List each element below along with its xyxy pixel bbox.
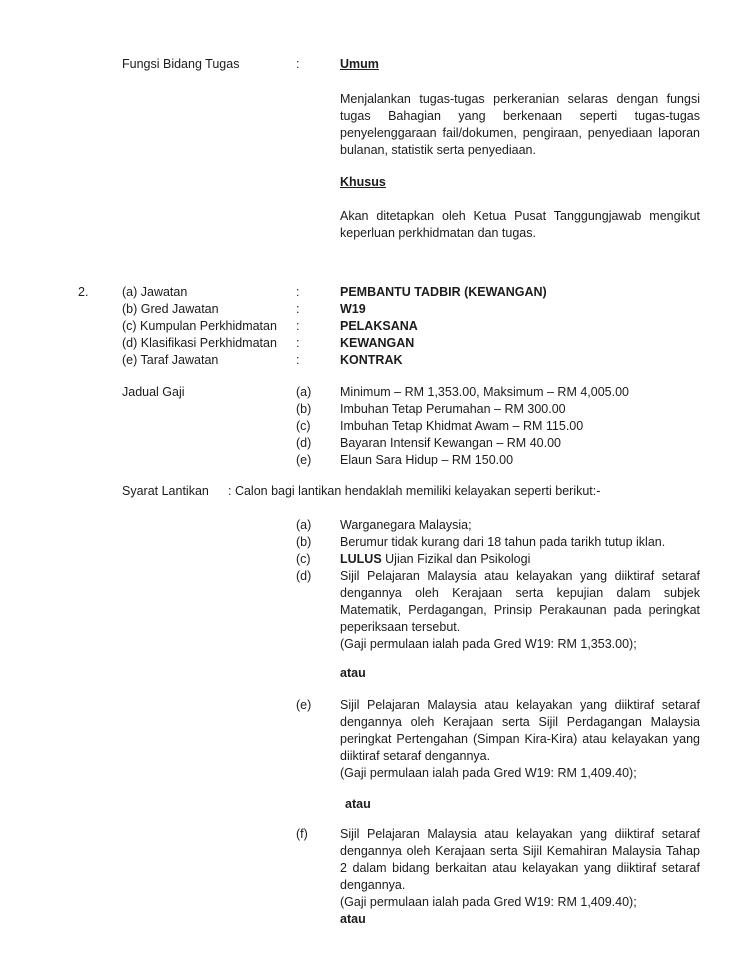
jadual-row <box>78 452 702 469</box>
syarat-item-paragraph: Sijil Pelajaran Malaysia atau kelayakan yang diiktiraf setaraf dengannya oleh Kerajaan serta Sijil Perdagangan Malaysia peringkat Pertengahan (Simpan Kira-Kira) atau kelayakan yang diiktiraf setaraf dengannya. <box>340 698 700 763</box>
jawatan-row-label: (c) Kumpulan Perkhidmatan <box>122 319 277 333</box>
colon: : <box>296 319 300 333</box>
fungsi-row <box>78 56 702 242</box>
jadual-item-letter: (d) <box>296 436 312 450</box>
jadual-row <box>78 435 702 452</box>
jawatan-row-value: PEMBANTU TADBIR (KEWANGAN) <box>340 285 547 299</box>
syarat-items <box>78 517 702 928</box>
syarat-item-paragraph: Sijil Pelajaran Malaysia atau kelayakan yang diiktiraf setaraf dengannya oleh Kerajaan serta Sijil Kemahiran Malaysia Tahap 2 dalam bidang berkaitan atau kelayakan yang diiktiraf setaraf dengannya. <box>340 827 700 892</box>
syarat-item <box>78 826 702 928</box>
jawatan-row-label: (d) Klasifikasi Perkhidmatan <box>122 336 277 350</box>
jadual-item-letter: (e) <box>296 453 312 467</box>
jadual-item-letter: (a) <box>296 385 312 399</box>
atau-separator: atau <box>345 797 371 811</box>
jawatan-row <box>78 318 702 335</box>
syarat-item <box>78 697 702 782</box>
syarat-item-letter: (b) <box>296 535 312 549</box>
jadual-item-letter: (c) <box>296 419 311 433</box>
jawatan-row-value: W19 <box>340 302 366 316</box>
fungsi-label: Fungsi Bidang Tugas <box>122 57 240 71</box>
jawatan-row <box>78 284 702 301</box>
jadual-row <box>78 384 702 401</box>
syarat-item <box>78 551 702 568</box>
section-number: 2. <box>78 285 89 299</box>
colon: : <box>296 285 300 299</box>
gaji-note: (Gaji permulaan ialah pada Gred W19: RM 1,409.40); <box>340 766 637 780</box>
syarat-item <box>78 517 702 534</box>
fungsi-content <box>340 56 700 242</box>
syarat-item-body <box>340 826 700 928</box>
jadual-row <box>78 401 702 418</box>
jawatan-row-value: KEWANGAN <box>340 336 415 350</box>
jadual-item-text: Elaun Sara Hidup – RM 150.00 <box>340 453 514 467</box>
jadual-item-text: Imbuhan Tetap Perumahan – RM 300.00 <box>340 402 566 416</box>
section-jawatan <box>78 284 702 369</box>
colon: : <box>296 302 300 316</box>
syarat-item-text: Berumur tidak kurang dari 18 tahun pada tarikh tutup iklan. <box>340 535 666 549</box>
umum-paragraph: Menjalankan tugas-tugas perkeranian selaras dengan fungsi tugas Bahagian yang berkenaan seperti tugas-tugas penyelenggaraan fail/dokumen, pengiraan, penyediaan laporan bulanan, statistik serta penyediaan. <box>340 92 700 157</box>
colon: : <box>296 57 300 71</box>
syarat-item-text <box>340 551 700 568</box>
khusus-paragraph: Akan ditetapkan oleh Ketua Pusat Tanggungjawab mengikut keperluan perkhidmatan dan tugas. <box>340 209 700 240</box>
jadual-item-text: Bayaran Intensif Kewangan – RM 40.00 <box>340 436 561 450</box>
syarat-item-body <box>340 568 700 653</box>
jawatan-row-label: (b) Gred Jawatan <box>122 302 219 316</box>
syarat-header-row <box>78 483 702 500</box>
syarat-item-letter: (f) <box>296 827 308 841</box>
jawatan-row-label: (a) Jawatan <box>122 285 188 299</box>
section-jadual-gaji <box>78 384 702 469</box>
atau-separator-row <box>78 796 702 813</box>
jawatan-row-value: KONTRAK <box>340 353 403 367</box>
atau-trailer: atau <box>340 912 366 926</box>
atau-separator-row <box>78 665 702 682</box>
gaji-note: (Gaji permulaan ialah pada Gred W19: RM 1,353.00); <box>340 637 637 651</box>
syarat-item-body <box>340 697 700 782</box>
syarat-item <box>78 534 702 551</box>
section-syarat-lantikan <box>78 483 702 928</box>
jadual-item-letter: (b) <box>296 402 312 416</box>
syarat-item-paragraph: Sijil Pelajaran Malaysia atau kelayakan yang diiktiraf setaraf dengannya oleh Kerajaan serta kepujian dalam subjek Matematik, Perdagangan, Prinsip Perakaunan pada peringkat peperiksaan tersebut. <box>340 569 700 634</box>
colon: : <box>296 336 300 350</box>
syarat-intro: : Calon bagi lantikan hendaklah memiliki kelayakan seperti berikut:- <box>228 484 601 498</box>
jawatan-row <box>78 335 702 352</box>
section-fungsi-bidang-tugas <box>78 56 702 242</box>
syarat-item <box>78 568 702 653</box>
jawatan-row-label: (e) Taraf Jawatan <box>122 353 219 367</box>
jadual-row <box>78 418 702 435</box>
syarat-lantikan-label: Syarat Lantikan <box>122 484 209 498</box>
jawatan-row <box>78 301 702 318</box>
syarat-item-text-rest: Ujian Fizikal dan Psikologi <box>381 552 531 566</box>
atau-separator: atau <box>340 666 366 680</box>
colon: : <box>296 353 300 367</box>
gaji-note: (Gaji permulaan ialah pada Gred W19: RM 1,409.40); <box>340 895 637 909</box>
khusus-heading: Khusus <box>340 175 386 189</box>
jadual-item-text: Imbuhan Tetap Khidmat Awam – RM 115.00 <box>340 419 584 433</box>
syarat-item-letter: (d) <box>296 569 312 583</box>
lulus-bold: LULUS <box>340 552 382 566</box>
syarat-item-letter: (c) <box>296 552 311 566</box>
syarat-item-text: Warganegara Malaysia; <box>340 518 472 532</box>
syarat-item-letter: (a) <box>296 518 312 532</box>
jadual-gaji-label: Jadual Gaji <box>122 385 185 399</box>
jawatan-row <box>78 352 702 369</box>
jawatan-row-value: PELAKSANA <box>340 319 418 333</box>
umum-heading: Umum <box>340 57 379 71</box>
jadual-item-text: Minimum – RM 1,353.00, Maksimum – RM 4,005.00 <box>340 385 629 399</box>
syarat-item-letter: (e) <box>296 698 312 712</box>
